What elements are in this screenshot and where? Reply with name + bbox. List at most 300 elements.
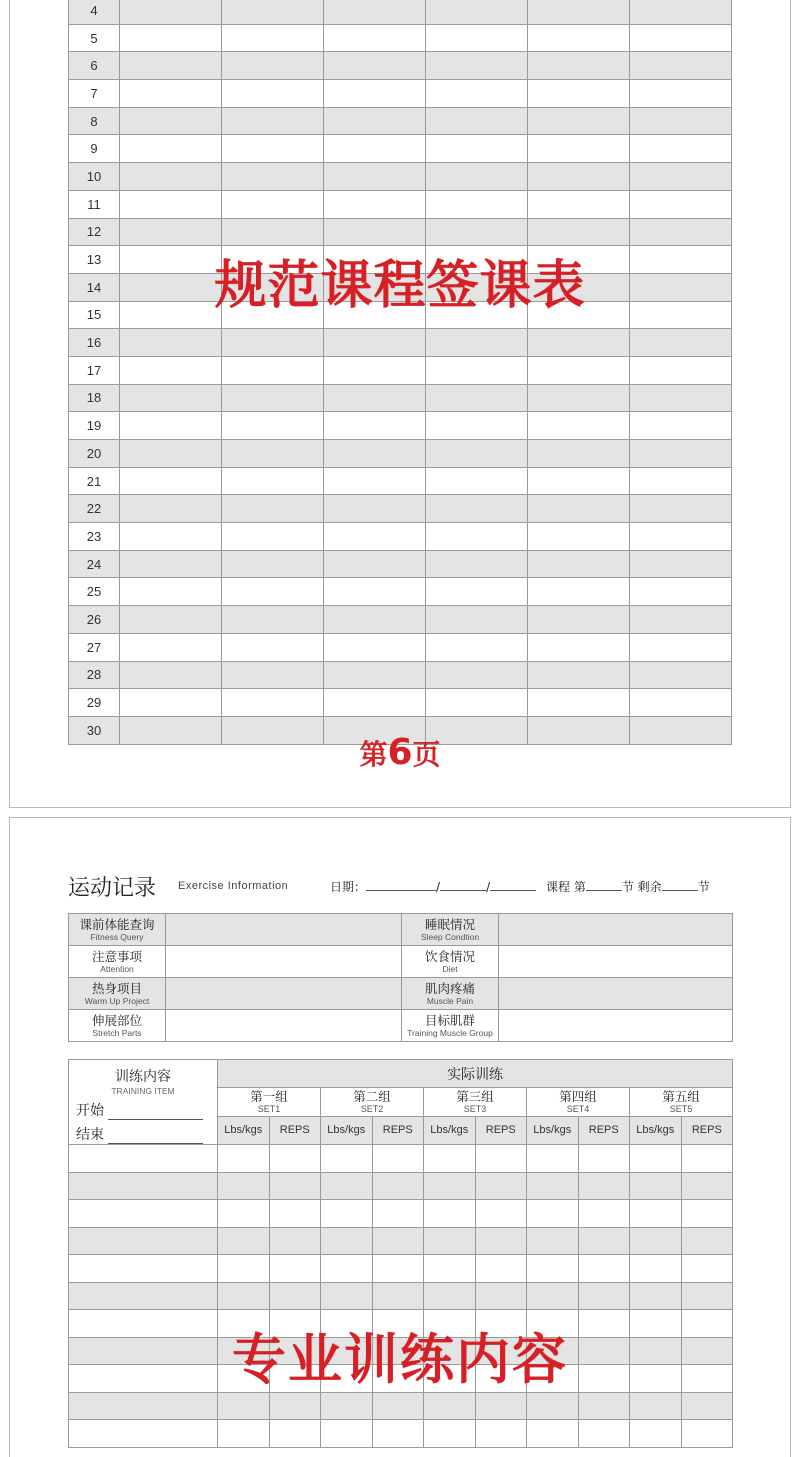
info-label-zh: 睡眠情况 [424,917,475,932]
signin-cell[interactable] [426,523,528,551]
training-value-cell[interactable] [321,1282,373,1310]
training-value-cell[interactable] [372,1227,424,1255]
signin-cell[interactable] [222,606,324,634]
signin-cell[interactable] [222,135,324,163]
training-value-cell[interactable] [424,1420,476,1448]
training-value-cell[interactable] [630,1227,682,1255]
row-number: 12 [69,218,120,246]
signin-cell[interactable] [630,689,732,717]
course-number-blank[interactable] [586,878,622,891]
signin-cell[interactable] [324,578,426,606]
signin-cell[interactable] [120,495,222,523]
signin-cell[interactable] [528,0,630,24]
training-value-cell[interactable] [321,1172,373,1200]
training-value-cell[interactable] [269,1200,321,1228]
info-label-cell [69,1010,166,1042]
signin-cell[interactable] [630,606,732,634]
training-value-cell[interactable] [424,1392,476,1420]
training-value-cell[interactable] [372,1255,424,1283]
signin-cell[interactable] [120,356,222,384]
signin-cell[interactable] [222,52,324,80]
training-value-cell[interactable] [269,1172,321,1200]
signin-cell[interactable] [222,523,324,551]
signin-cell[interactable] [222,495,324,523]
signin-cell[interactable] [120,606,222,634]
signin-cell[interactable] [426,107,528,135]
start-time-blank[interactable] [108,1106,203,1120]
signin-cell[interactable] [222,661,324,689]
training-value-cell[interactable] [269,1227,321,1255]
training-item-header [69,1060,218,1145]
row-number: 21 [69,467,120,495]
signin-cell[interactable] [120,218,222,246]
training-value-cell[interactable] [218,1200,270,1228]
training-value-cell[interactable] [321,1145,373,1173]
training-value-cell[interactable] [578,1420,630,1448]
signin-row [69,689,732,717]
signin-row [69,218,732,246]
signin-cell[interactable] [630,190,732,218]
signin-cell[interactable] [426,606,528,634]
training-value-cell[interactable] [681,1255,733,1283]
training-value-cell[interactable] [372,1392,424,1420]
remaining-blank[interactable] [662,878,698,891]
reps-column-header: REPS [269,1116,321,1144]
signin-cell[interactable] [222,80,324,108]
info-label-cell [402,1010,499,1042]
info-label-zh: 课前体能查询 [79,917,155,932]
training-value-cell[interactable] [218,1145,270,1173]
signin-cell[interactable] [324,412,426,440]
signin-cell[interactable] [528,107,630,135]
training-value-cell[interactable] [527,1282,579,1310]
signin-cell[interactable] [630,24,732,52]
training-value-cell[interactable] [527,1172,579,1200]
training-value-cell[interactable] [681,1172,733,1200]
signin-cell[interactable] [426,495,528,523]
signin-cell[interactable] [630,80,732,108]
row-number: 19 [69,412,120,440]
weight-column-header: Lbs/kgs [630,1116,682,1144]
signin-cell[interactable] [324,661,426,689]
signin-cell[interactable] [222,384,324,412]
training-value-cell[interactable] [681,1227,733,1255]
signin-cell[interactable] [120,24,222,52]
signin-cell[interactable] [120,661,222,689]
signin-cell[interactable] [528,467,630,495]
training-value-cell[interactable] [630,1420,682,1448]
training-value-cell[interactable] [321,1392,373,1420]
training-value-cell[interactable] [424,1172,476,1200]
signin-cell[interactable] [222,412,324,440]
signin-row [69,107,732,135]
signin-cell[interactable] [324,80,426,108]
signin-cell[interactable] [120,440,222,468]
training-value-cell[interactable] [630,1282,682,1310]
training-value-cell[interactable] [269,1392,321,1420]
training-value-cell[interactable] [527,1227,579,1255]
row-number: 30 [69,716,120,744]
training-value-cell[interactable] [578,1255,630,1283]
training-value-cell[interactable] [269,1420,321,1448]
signin-overlay-title: 规范课程签课表 [214,256,586,316]
signin-row [69,606,732,634]
training-item-en-label: TRAINING ITEM [111,1086,175,1096]
training-value-cell[interactable] [475,1255,527,1283]
signin-cell[interactable] [630,52,732,80]
signin-cell[interactable] [630,356,732,384]
signin-cell[interactable] [528,495,630,523]
set-header [630,1088,733,1116]
training-value-cell[interactable] [527,1255,579,1283]
signin-cell[interactable] [324,24,426,52]
signin-cell[interactable] [324,356,426,384]
training-value-cell[interactable] [424,1145,476,1173]
set-header [321,1088,424,1116]
signin-cell[interactable] [630,578,732,606]
signin-cell[interactable] [222,107,324,135]
training-value-cell[interactable] [578,1172,630,1200]
training-value-cell[interactable] [681,1200,733,1228]
signin-cell[interactable] [120,689,222,717]
signin-row [69,52,732,80]
training-value-cell[interactable] [681,1420,733,1448]
signin-cell[interactable] [120,135,222,163]
signin-cell[interactable] [630,329,732,357]
signin-cell[interactable] [324,135,426,163]
signin-cell[interactable] [120,190,222,218]
training-value-cell[interactable] [321,1255,373,1283]
signin-cell[interactable] [528,633,630,661]
signin-cell[interactable] [222,24,324,52]
training-value-cell[interactable] [424,1200,476,1228]
course-field [546,878,710,895]
signin-cell[interactable] [426,218,528,246]
training-row [69,1420,733,1448]
info-label-zh: 注意事项 [91,949,142,964]
training-value-cell[interactable] [269,1145,321,1173]
training-row [69,1255,733,1283]
signin-cell[interactable] [324,163,426,191]
signin-cell[interactable] [528,384,630,412]
info-value-cell[interactable] [499,946,733,978]
info-row [69,1010,733,1042]
record-header [68,868,738,908]
info-label-en: Warm Up Project [84,996,150,1006]
set-header [424,1088,527,1116]
training-value-cell[interactable] [269,1255,321,1283]
signin-cell[interactable] [120,80,222,108]
row-number: 27 [69,633,120,661]
training-item-cell[interactable] [69,1420,218,1448]
signin-cell[interactable] [528,80,630,108]
signin-cell[interactable] [222,0,324,24]
signin-row [69,633,732,661]
training-value-cell[interactable] [475,1227,527,1255]
row-number: 11 [69,190,120,218]
signin-cell[interactable] [630,440,732,468]
training-value-cell[interactable] [578,1145,630,1173]
reps-column-header: REPS [578,1116,630,1144]
info-label-zh: 饮食情况 [424,949,475,964]
signin-row [69,384,732,412]
training-value-cell[interactable] [218,1227,270,1255]
signin-cell[interactable] [324,523,426,551]
info-value-cell[interactable] [499,914,733,946]
signin-cell[interactable] [426,190,528,218]
signin-cell[interactable] [222,218,324,246]
signin-cell[interactable] [426,163,528,191]
training-item-cell[interactable] [69,1255,218,1283]
signin-cell[interactable] [324,0,426,24]
signin-cell[interactable] [426,52,528,80]
training-item-label: 训练内容 [115,1069,171,1085]
signin-cell[interactable] [324,689,426,717]
training-value-cell[interactable] [527,1145,579,1173]
date-day-blank[interactable] [490,878,536,891]
training-value-cell[interactable] [475,1392,527,1420]
signin-cell[interactable] [426,467,528,495]
end-time-blank[interactable] [108,1130,203,1144]
training-value-cell[interactable] [475,1420,527,1448]
training-row [69,1200,733,1228]
training-item-cell[interactable] [69,1282,218,1310]
signin-cell[interactable] [426,356,528,384]
training-value-cell[interactable] [218,1392,270,1420]
signin-cell[interactable] [528,356,630,384]
training-value-cell[interactable] [372,1282,424,1310]
training-value-cell[interactable] [681,1282,733,1310]
info-label-cell [402,978,499,1010]
signin-cell[interactable] [630,412,732,440]
signin-cell[interactable] [222,440,324,468]
signin-cell[interactable] [324,329,426,357]
row-number: 5 [69,24,120,52]
training-item-cell[interactable] [69,1227,218,1255]
info-value-cell[interactable] [166,1010,402,1042]
signin-cell[interactable] [528,661,630,689]
signin-cell[interactable] [630,163,732,191]
training-row [69,1227,733,1255]
signin-cell[interactable] [630,633,732,661]
training-value-cell[interactable] [630,1392,682,1420]
info-row [69,914,733,946]
info-value-cell[interactable] [166,946,402,978]
signin-cell[interactable] [324,190,426,218]
record-title: 运动记录 [68,876,157,901]
row-number: 24 [69,550,120,578]
signin-cell[interactable] [120,467,222,495]
set-label-en: SET5 [669,1103,693,1114]
training-value-cell[interactable] [578,1392,630,1420]
training-item-cell[interactable] [69,1392,218,1420]
info-label-zh: 伸展部位 [91,1013,142,1028]
page-number-label [0,732,800,773]
signin-cell[interactable] [528,24,630,52]
training-value-cell[interactable] [321,1200,373,1228]
training-value-cell[interactable] [630,1172,682,1200]
signin-cell[interactable] [630,0,732,24]
signin-cell[interactable] [120,107,222,135]
signin-cell[interactable] [324,495,426,523]
signin-cell[interactable] [324,440,426,468]
signin-cell[interactable] [630,661,732,689]
signin-cell[interactable] [222,633,324,661]
signin-cell[interactable] [426,550,528,578]
signin-cell[interactable] [528,190,630,218]
signin-cell[interactable] [528,440,630,468]
signin-cell[interactable] [324,52,426,80]
signin-cell[interactable] [528,135,630,163]
signin-cell[interactable] [630,218,732,246]
training-value-cell[interactable] [218,1282,270,1310]
signin-cell[interactable] [426,412,528,440]
signin-cell[interactable] [426,633,528,661]
signin-cell[interactable] [426,0,528,24]
set-label-zh: 第四组 [559,1088,597,1104]
signin-cell[interactable] [426,440,528,468]
training-value-cell[interactable] [372,1145,424,1173]
training-value-cell[interactable] [269,1282,321,1310]
reps-column-header: REPS [372,1116,424,1144]
signin-cell[interactable] [120,633,222,661]
training-value-cell[interactable] [475,1172,527,1200]
training-value-cell[interactable] [681,1392,733,1420]
training-value-cell[interactable] [218,1172,270,1200]
row-number: 14 [69,273,120,301]
training-value-cell[interactable] [578,1227,630,1255]
training-value-cell[interactable] [578,1282,630,1310]
signin-cell[interactable] [630,107,732,135]
signin-cell[interactable] [630,135,732,163]
signin-cell[interactable] [426,24,528,52]
signin-cell[interactable] [324,384,426,412]
signin-cell[interactable] [630,467,732,495]
info-label-zh: 热身项目 [91,981,142,996]
signin-cell[interactable] [222,329,324,357]
signin-cell[interactable] [120,412,222,440]
signin-cell[interactable] [120,52,222,80]
signin-cell[interactable] [426,578,528,606]
signin-cell[interactable] [222,163,324,191]
signin-cell[interactable] [324,218,426,246]
training-value-cell[interactable] [372,1172,424,1200]
training-item-cell[interactable] [69,1145,218,1173]
signin-cell[interactable] [528,412,630,440]
training-value-cell[interactable] [424,1227,476,1255]
info-value-cell[interactable] [166,978,402,1010]
signin-cell[interactable] [630,384,732,412]
signin-cell[interactable] [120,523,222,551]
signin-cell[interactable] [630,550,732,578]
row-number: 9 [69,135,120,163]
signin-cell[interactable] [324,633,426,661]
signin-cell[interactable] [324,606,426,634]
signin-cell[interactable] [120,384,222,412]
training-item-cell[interactable] [69,1172,218,1200]
training-value-cell[interactable] [630,1200,682,1228]
training-value-cell[interactable] [372,1420,424,1448]
training-value-cell[interactable] [475,1145,527,1173]
signin-cell[interactable] [528,578,630,606]
signin-cell[interactable] [528,523,630,551]
signin-cell[interactable] [222,550,324,578]
info-value-cell[interactable] [499,1010,733,1042]
signin-cell[interactable] [120,578,222,606]
signin-cell[interactable] [426,80,528,108]
signin-cell[interactable] [120,0,222,24]
signin-cell[interactable] [528,329,630,357]
signin-cell[interactable] [528,689,630,717]
info-row [69,946,733,978]
training-value-cell[interactable] [578,1200,630,1228]
signin-cell[interactable] [630,523,732,551]
weight-column-header: Lbs/kgs [218,1116,270,1144]
signin-row [69,135,732,163]
training-item-cell[interactable] [69,1200,218,1228]
signin-cell[interactable] [324,550,426,578]
training-value-cell[interactable] [475,1282,527,1310]
training-value-cell[interactable] [321,1227,373,1255]
signin-cell[interactable] [426,135,528,163]
info-value-cell[interactable] [166,914,402,946]
signin-cell[interactable] [324,107,426,135]
training-value-cell[interactable] [527,1392,579,1420]
signin-cell[interactable] [120,329,222,357]
training-value-cell[interactable] [372,1200,424,1228]
signin-cell[interactable] [426,689,528,717]
training-value-cell[interactable] [681,1145,733,1173]
signin-cell[interactable] [528,550,630,578]
signin-cell[interactable] [222,689,324,717]
signin-row [69,412,732,440]
signin-cell[interactable] [426,384,528,412]
training-value-cell[interactable] [218,1420,270,1448]
date-month-blank[interactable] [440,878,486,891]
training-value-cell[interactable] [218,1255,270,1283]
date-year-blank[interactable] [366,878,436,891]
signin-cell[interactable] [120,550,222,578]
signin-cell[interactable] [426,661,528,689]
signin-cell[interactable] [528,52,630,80]
signin-cell[interactable] [426,329,528,357]
signin-cell[interactable] [222,467,324,495]
signin-cell[interactable] [222,190,324,218]
info-value-cell[interactable] [499,978,733,1010]
signin-cell[interactable] [222,356,324,384]
set-label-zh: 第二组 [353,1088,391,1104]
training-value-cell[interactable] [424,1255,476,1283]
set-label-zh: 第五组 [662,1088,700,1104]
training-value-cell[interactable] [630,1255,682,1283]
training-value-cell[interactable] [424,1282,476,1310]
signin-cell[interactable] [324,467,426,495]
training-value-cell[interactable] [527,1420,579,1448]
training-value-cell[interactable] [630,1145,682,1173]
training-value-cell[interactable] [475,1200,527,1228]
info-label-cell [402,946,499,978]
start-label: 开始 [76,1103,104,1119]
signin-cell[interactable] [528,606,630,634]
signin-cell[interactable] [630,495,732,523]
signin-cell[interactable] [528,163,630,191]
training-value-cell[interactable] [321,1420,373,1448]
signin-cell[interactable] [528,218,630,246]
end-label: 结束 [76,1127,104,1143]
signin-cell[interactable] [120,163,222,191]
training-value-cell[interactable] [527,1200,579,1228]
signin-cell[interactable] [222,578,324,606]
